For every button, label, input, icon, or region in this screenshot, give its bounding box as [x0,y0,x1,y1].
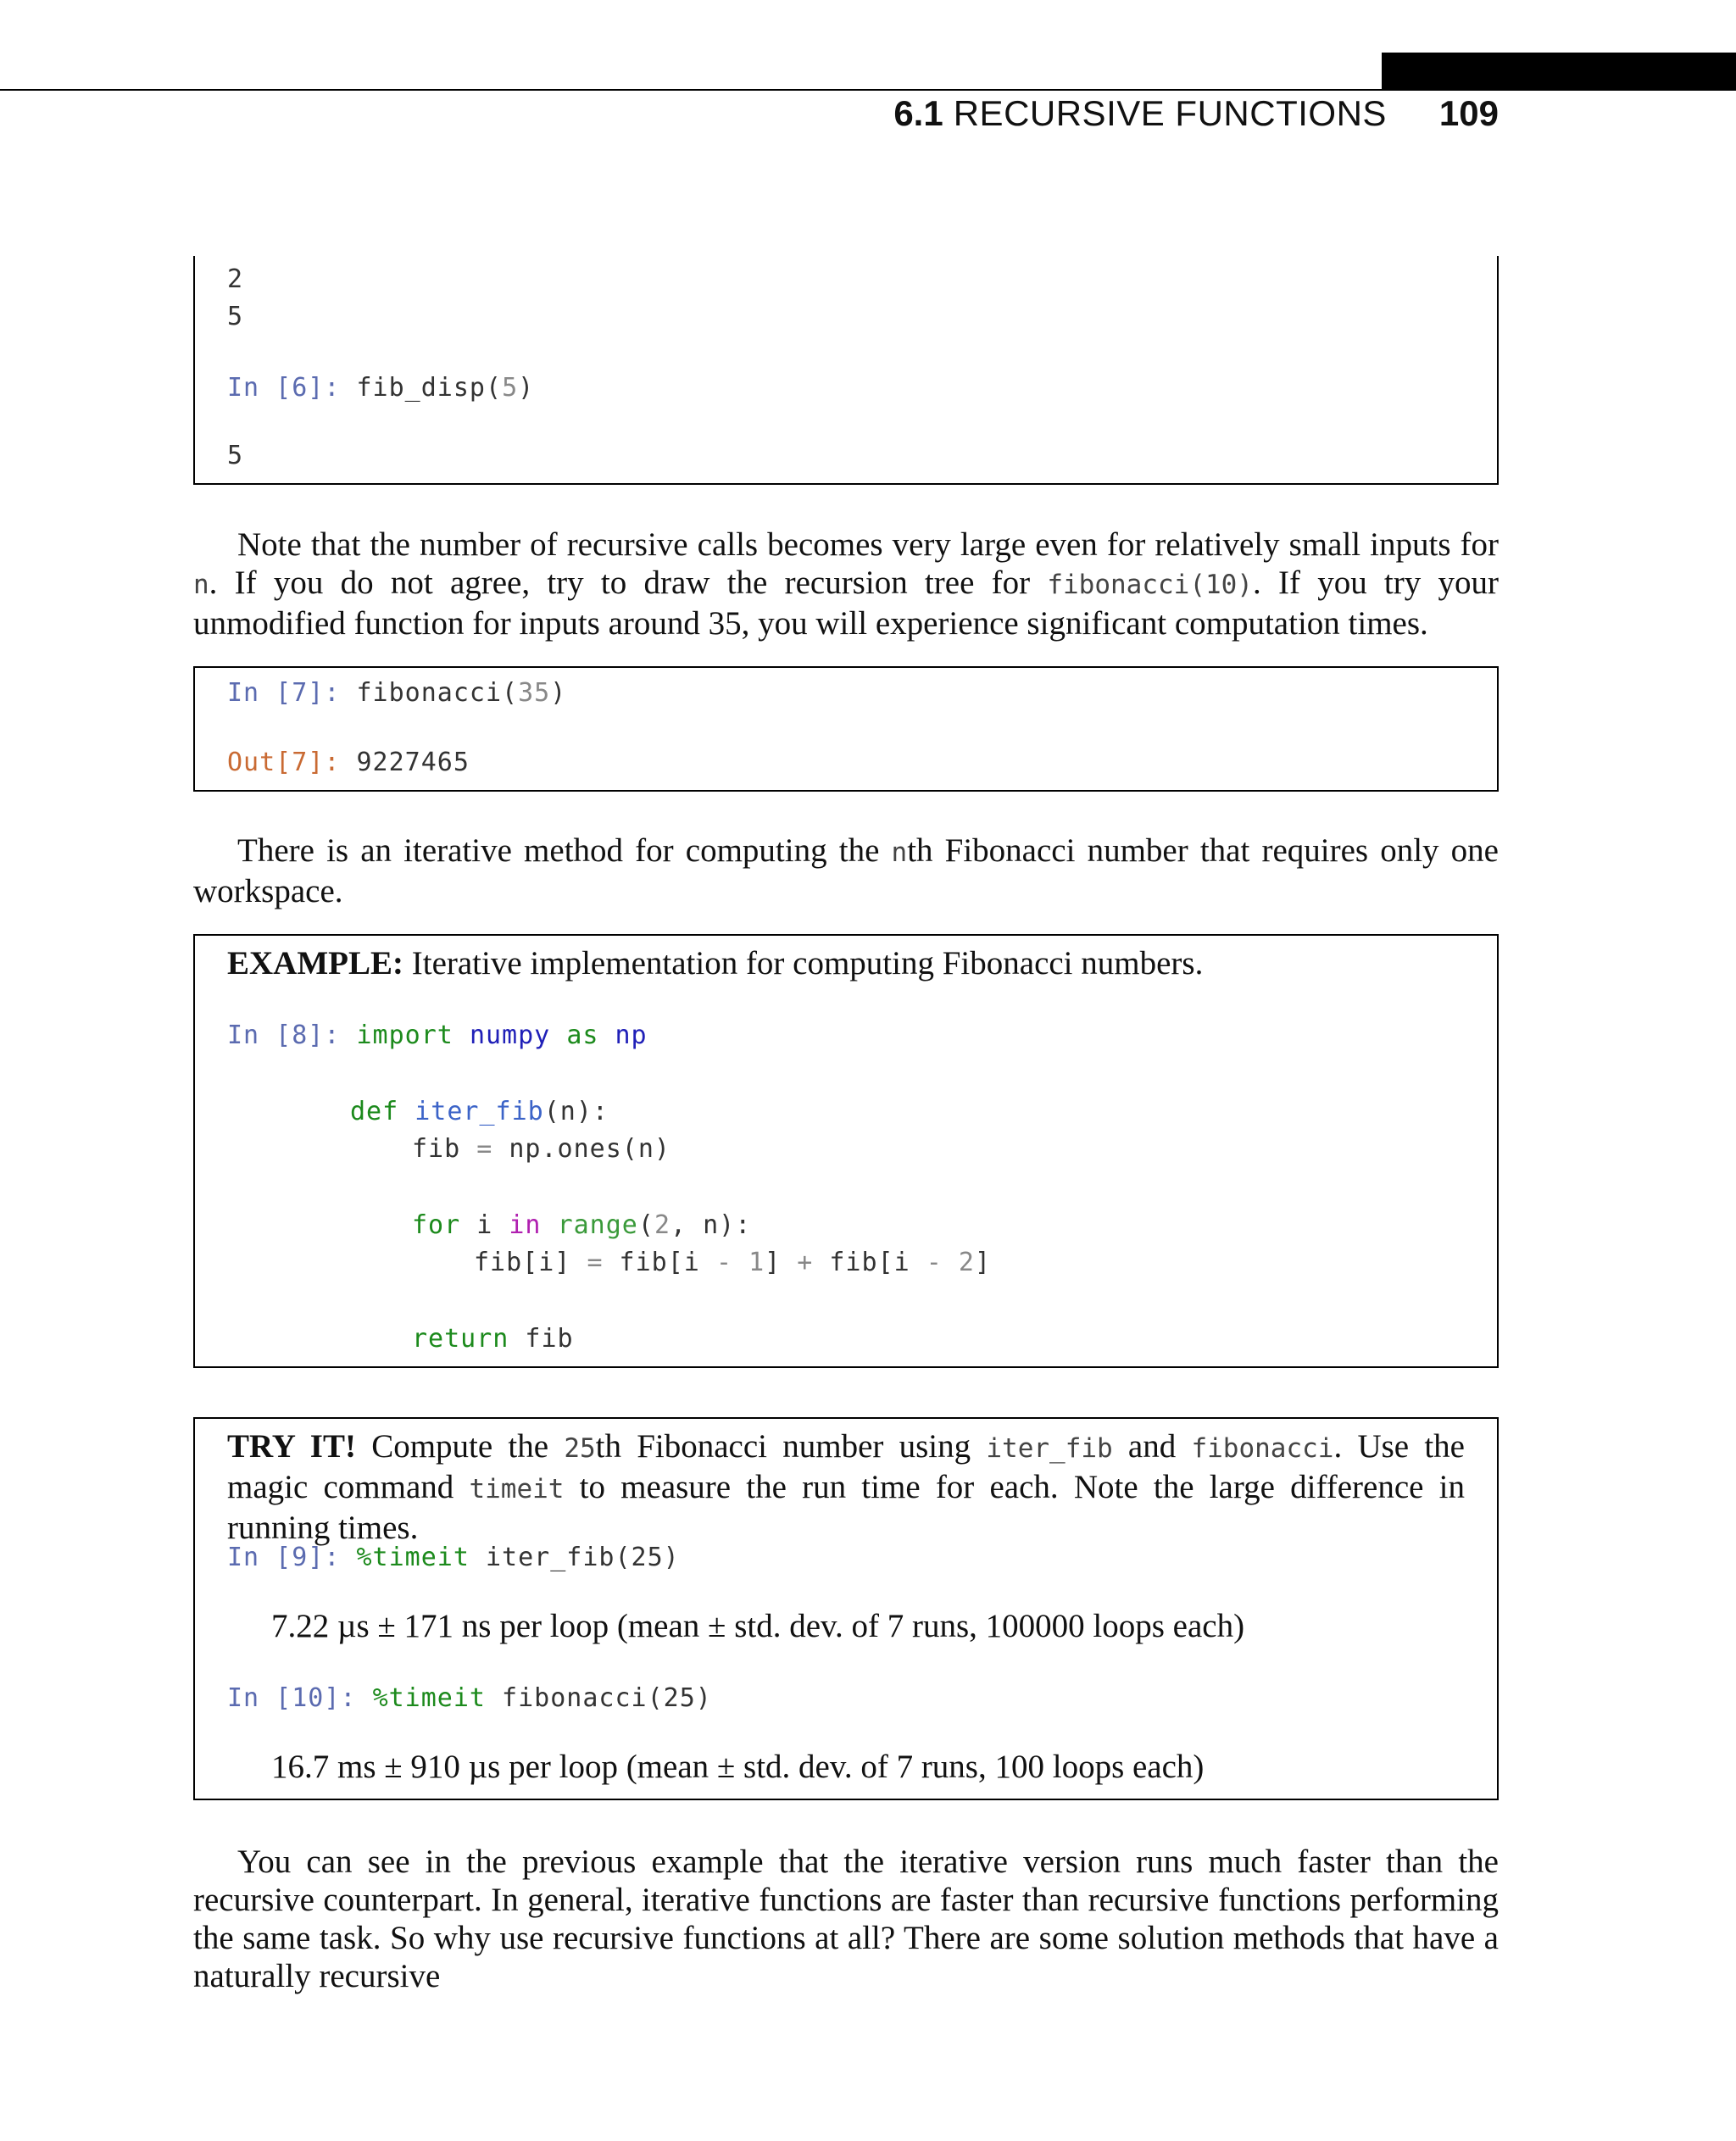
code-line-return: return fib [412,1324,574,1354]
input-line-6: In [6]: fib_disp(5) [227,373,535,403]
output-line: 2 [227,264,243,294]
inline-code: n [193,570,209,600]
output-line: 5 [227,441,243,470]
try-it-box [193,1417,1499,1800]
code-line-for: for i in range(2, n): [412,1210,752,1240]
code-line-ones: fib = np.ones(n) [412,1134,670,1164]
page-number: 109 [1438,93,1499,133]
output-line: 5 [227,302,243,331]
timing-result-9: 7.22 µs ± 171 ns per loop (mean ± std. dev. of 7 runs, 100000 loops each) [271,1608,1245,1644]
input-line-10: In [10]: %timeit fibonacci(25) [227,1683,712,1713]
inline-code: iter_fib [986,1433,1113,1464]
output-prompt: Out[7]: [227,748,341,777]
running-header [893,93,1499,144]
input-prompt: In [7]: [227,678,341,708]
inline-code: timeit [469,1474,565,1504]
body-paragraph: Note that the number of recursive calls becomes very large even for relatively small inputs for n. If you do not agree, try to draw the recursion tree for fibonacci(10). If you try your unmodified function for inputs around 35, you will experience significant computation times. [193,526,1499,642]
code-line-def: def iter_fib(n): [350,1097,609,1126]
inline-code: fibonacci(10) [1047,570,1253,600]
header-rule [0,89,1736,91]
input-prompt: In [9]: [227,1543,341,1572]
try-it-text: TRY IT! Compute the 25th Fibonacci number using iter_fib and fibonacci. Use the magic command timeit to measure the run time for each. Note the large difference in running times. [227,1428,1465,1546]
code-cell-continued [193,256,1499,485]
code-cell-in-7 [193,666,1499,792]
timing-result-10: 16.7 ms ± 910 µs per loop (mean ± std. dev. of 7 runs, 100 loops each) [271,1749,1205,1785]
input-prompt: In [6]: [227,373,341,403]
inline-code: 25 [564,1433,596,1464]
example-heading: EXAMPLE: Iterative implementation for computing Fibonacci numbers. [227,945,1204,982]
input-prompt: In [10]: [227,1683,357,1713]
body-paragraph: You can see in the previous example that the iterative version runs much faster than the recursive counterpart. In general, iterative functions are faster than recursive functions performing the same task. So why use recursive functions at all? There are some solution methods that have a naturally recursive [193,1843,1499,1994]
header-black-tab [1382,53,1736,90]
code-line-assign: fib[i] = fib[i - 1] + fib[i - 2] [474,1248,991,1277]
input-line-7: In [7]: fibonacci(35) [227,678,567,708]
example-box [193,934,1499,1368]
input-line-9: In [9]: %timeit iter_fib(25) [227,1543,680,1572]
input-line-8: In [8]: import numpy as np [227,1020,648,1050]
output-line-7: Out[7]: 9227465 [227,748,470,777]
inline-code: n [891,837,908,868]
section-title: RECURSIVE FUNCTIONS [953,93,1387,133]
input-prompt: In [8]: [227,1020,341,1050]
inline-code: fibonacci [1191,1433,1334,1464]
section-number: 6.1 [893,93,943,133]
body-paragraph: There is an iterative method for computing the nth Fibonacci number that requires only one workspace. [193,832,1499,909]
